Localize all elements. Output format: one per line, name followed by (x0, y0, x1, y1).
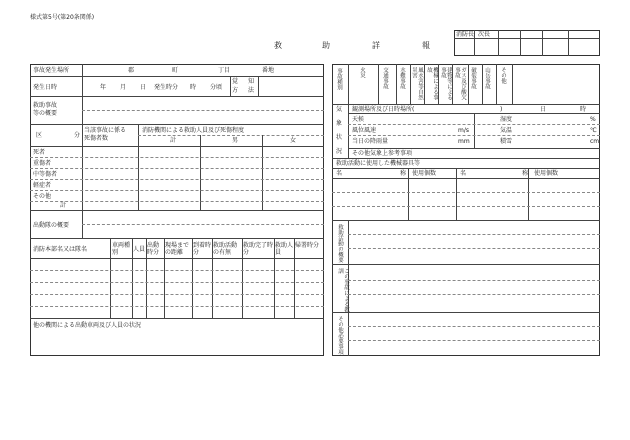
section-lessons: この事故による教訓 (337, 268, 349, 312)
class-label: 区 (36, 132, 43, 139)
summary-label-1: 救助事故 (33, 102, 58, 109)
equip-header-count-2: 使用個数 (534, 170, 559, 177)
type-fire: 火災 (359, 67, 365, 78)
equip-header-title-1: 称 (400, 170, 407, 177)
col-male: 男 (232, 137, 239, 144)
place-county: 郡 (128, 67, 135, 74)
date-day: 日 (140, 84, 147, 91)
type-other: その他 (500, 67, 506, 84)
observe-day: 日 (540, 106, 547, 113)
detect-label-a: 覚 (232, 78, 239, 85)
victim-label-1: 当該事故に係る (84, 127, 127, 134)
weather-snow: 積雪 (500, 138, 513, 145)
unit-header-name: 消防本部名又は隊名 (33, 246, 88, 253)
equip-header-title-2: 称 (522, 170, 529, 177)
row-other: その他 (33, 193, 52, 200)
weather-rain: 当日の降雨量 (352, 138, 389, 145)
section-other-necessary: その他必要事項 (337, 316, 343, 355)
unit-celsius: ℃ (590, 127, 597, 134)
equip-header-count-1: 使用個数 (412, 170, 437, 177)
col-total: 計 (170, 137, 177, 144)
unit-cm: cm (590, 138, 600, 145)
title-char: 報 (422, 41, 430, 50)
place-banchi: 番地 (262, 67, 275, 74)
detect-label-c: 方 (232, 87, 239, 94)
detect-label-b: 知 (248, 78, 255, 85)
type-water: 水難事故 (399, 67, 405, 89)
type-traffic: 交通事故 (382, 67, 388, 89)
place-town: 町 (172, 67, 179, 74)
unit-header-crew: 人員 (133, 246, 146, 253)
approval-deputy-label: 次長 (478, 31, 491, 38)
observe-hour: 時 (580, 106, 587, 113)
unit-header-dispatch-time: 出動時分 (147, 242, 160, 256)
col-female: 女 (290, 137, 297, 144)
weather-temp: 気温 (500, 127, 513, 134)
date-year: 年 (100, 84, 107, 91)
title-char: 助 (322, 41, 330, 50)
unit-mm: mm (458, 138, 470, 145)
date-label: 発生日時 (33, 84, 58, 91)
weather-wind: 風位風速 (352, 127, 377, 134)
row-dead: 死者 (33, 149, 46, 156)
weather-label-4: 況 (336, 148, 343, 155)
equip-header-name-1: 名 (336, 170, 343, 177)
unit-header-arrival: 到着時分 (193, 242, 212, 256)
place-label: 事故発生場所 (33, 67, 70, 74)
unit-header-rescued: 救助人員 (275, 242, 294, 256)
date-hour: 時 (190, 84, 197, 91)
unit-ms: m/s (458, 127, 469, 134)
date-month: 月 (120, 84, 127, 91)
type-burst: 破裂事故 (470, 67, 476, 89)
row-minor: 軽症者 (33, 182, 52, 189)
form-number: 様式第5号(第20条関係) (30, 14, 95, 21)
weather-label-3: 状 (336, 134, 343, 141)
row-total: 計 (60, 202, 67, 209)
section-activity-outline: 救助活動の概要 (337, 224, 343, 263)
equip-header-name-2: 名 (460, 170, 467, 177)
unit-header-activity: 救助活動の有無 (213, 242, 238, 256)
type-building: 建物等による事故 (440, 67, 452, 100)
detect-label-d: 法 (248, 87, 255, 94)
type-machine: 機械による事故 (426, 67, 438, 100)
class-label-2: 分 (74, 132, 81, 139)
title-char: 詳 (372, 41, 380, 50)
row-severe: 重傷者 (33, 160, 52, 167)
unit-header-vehicle: 車両種別 (112, 242, 131, 256)
dispatch-label: 出動隊の概要 (33, 222, 70, 229)
unit-percent: % (590, 116, 596, 123)
observe-place: 場所( (400, 106, 415, 113)
title-char: 救 (274, 41, 282, 50)
rescue-label: 消防機関による救助人員及び死傷程度 (142, 127, 245, 134)
equipment-label: 救助活動に使用した機械器具等 (336, 160, 421, 167)
other-agencies-label: 他の機関による出動車両及び人員の状況 (33, 322, 142, 329)
summary-label-2: 等の概要 (33, 110, 58, 117)
weather-condition: 天候 (352, 116, 365, 123)
observe-label: 観測場所及び日時 (352, 106, 401, 113)
weather-label-2: 象 (336, 120, 343, 127)
unit-header-return: 帰署時分 (295, 242, 320, 249)
approval-box (454, 30, 600, 56)
date-minute: 分頃 (210, 84, 223, 91)
type-natural: 風水害等自然災害 (411, 67, 423, 100)
weather-other-notes: その他気象上参考事項 (352, 150, 413, 157)
type-label: 事故種別 (336, 68, 342, 90)
row-moderate: 中等傷者 (33, 171, 58, 178)
weather-humidity: 湿度 (500, 116, 513, 123)
type-mountain: 山岳事故 (484, 67, 490, 89)
unit-header-distance: 現場までの距離 (165, 242, 190, 256)
observe-paren: ) (500, 106, 503, 113)
weather-label-1: 気 (336, 106, 343, 113)
date-time-label: 発生時分 (154, 84, 179, 91)
approval-chief-label: 消防長 (456, 31, 475, 38)
unit-header-complete: 救助完了時分 (243, 242, 274, 256)
victim-label-2: 死傷者数 (84, 135, 109, 142)
type-gas: ガス及び酸欠事故 (454, 67, 466, 100)
place-chome: 丁目 (218, 67, 231, 74)
